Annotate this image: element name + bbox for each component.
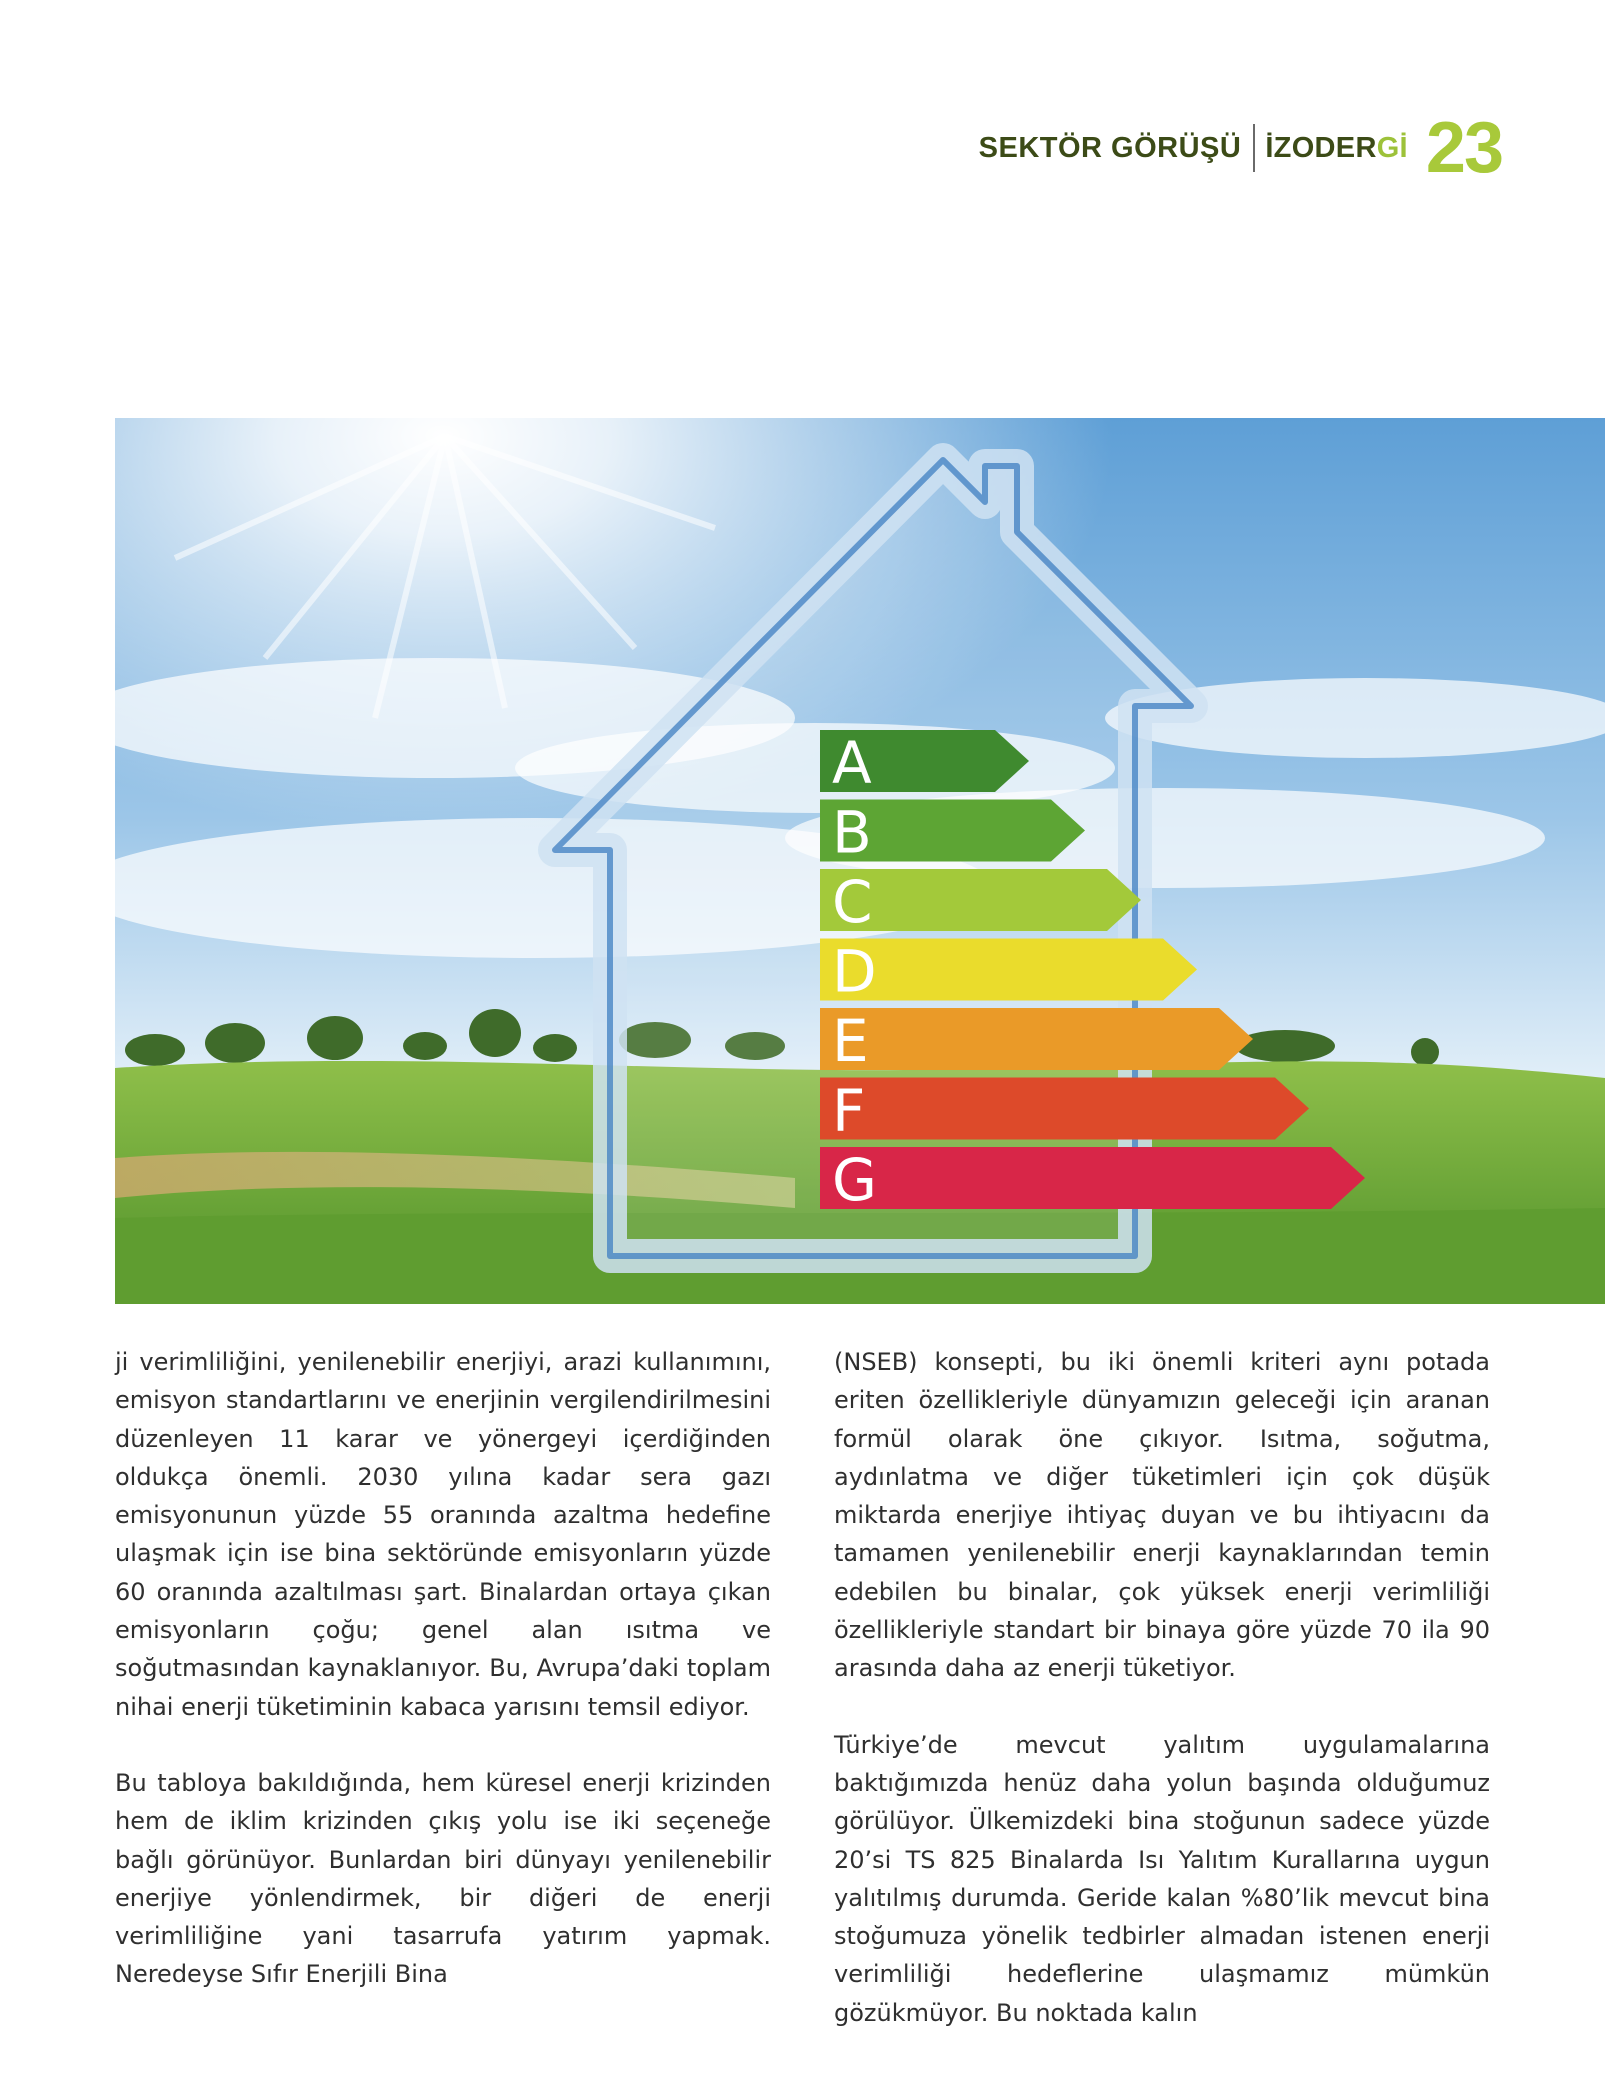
energy-class-g-arrow [820, 1147, 1365, 1209]
magazine-name-main: İZODER [1265, 131, 1377, 164]
energy-class-g-label: G [832, 1146, 877, 1214]
energy-class-d-label: D [832, 937, 877, 1006]
article-paragraph: Türkiye’de mevcut yalıtım uygulamalarına baktığımızda henüz daha yolun başında olduğumuz görülüyor. Ülkemizdeki bina stoğunun sadece yüzde 20’si TS 825 Binalarda Isı Yalıtım Kurallarına uygun yalıtılmış durumda. Geride kalan %80’lik mevcut bina stoğumuza yönelik tedbirler almadan istenen enerji verimliliği hedeflerine ulaşmamız mümkün gözükmüyor. Bu noktada kalın [834, 1730, 1490, 2027]
article-left-column [115, 1343, 771, 1994]
energy-class-b-label: B [832, 798, 872, 867]
article-right-column [834, 1343, 1490, 2032]
header-divider [1253, 124, 1255, 172]
energy-class-f-label: F [832, 1076, 866, 1145]
article-paragraph: (NSEB) konsepti, bu iki önemli kriteri aynı potada eriten özellikleriyle dünyamızın geleceği için aranan formül olarak öne çıkıyor. Isıtma, soğutma, aydınlatma ve diğer tüketimleri için çok düşük miktarda enerjiye ihtiyaç duyan ve bu ihtiyacını da tamamen yenilenebilir enerji kaynaklarından temin edebilen bu binalar, çok yüksek enerji verimliliği özellikleriyle standart bir binaya göre yüzde 70 ila 90 arasında daha az enerji tüketiyor. [834, 1348, 1490, 1683]
energy-class-e-arrow [820, 1008, 1253, 1070]
article-paragraph: ji verimliliğini, yenilenebilir enerjiyi, arazi kullanımını, emisyon standartlarını ve enerjinin vergilendirilmesini düzenleyen 11 karar ve yönergeyi içerdiğinden oldukça önemli. 2030 yılına kadar sera gazı emisyonunun yüzde 55 oranında azaltma hedefine ulaşmak için ise bina sektöründe emisyonların yüzde 60 oranında azaltılması şart. Binalardan ortaya çıkan emisyonların çoğu; genel alan ısıtma ve soğutmasından kaynaklanıyor. Bu, Avrupa’daki toplam nihai enerji tüketiminin kabaca yarısını temsil ediyor. [115, 1348, 771, 1721]
energy-class-e-label: E [832, 1007, 869, 1075]
magazine-name [1265, 132, 1408, 165]
article-paragraph: Bu tabloya bakıldığında, hem küresel enerji krizinden hem de iklim krizinden çıkış yolu ise iki seçeneğe bağlı görünüyor. Bunlardan biri dünyayı yenilenebilir enerjiye yönlendirmek, bir diğeri de enerji verimliliğine yani tasarrufa yatırım yapmak. Neredeyse Sıfır Enerjili Bina [115, 1768, 771, 1989]
energy-class-a-label: A [832, 729, 872, 797]
energy-class-f-arrow [820, 1078, 1309, 1140]
magazine-name-accent: Gİ [1376, 131, 1408, 164]
page-header [978, 108, 1502, 188]
energy-class-c-label: C [832, 868, 873, 936]
energy-efficiency-photo [115, 418, 1605, 1304]
page-number: 23 [1425, 108, 1502, 188]
section-title: SEKTÖR GÖRÜŞÜ [978, 131, 1242, 164]
